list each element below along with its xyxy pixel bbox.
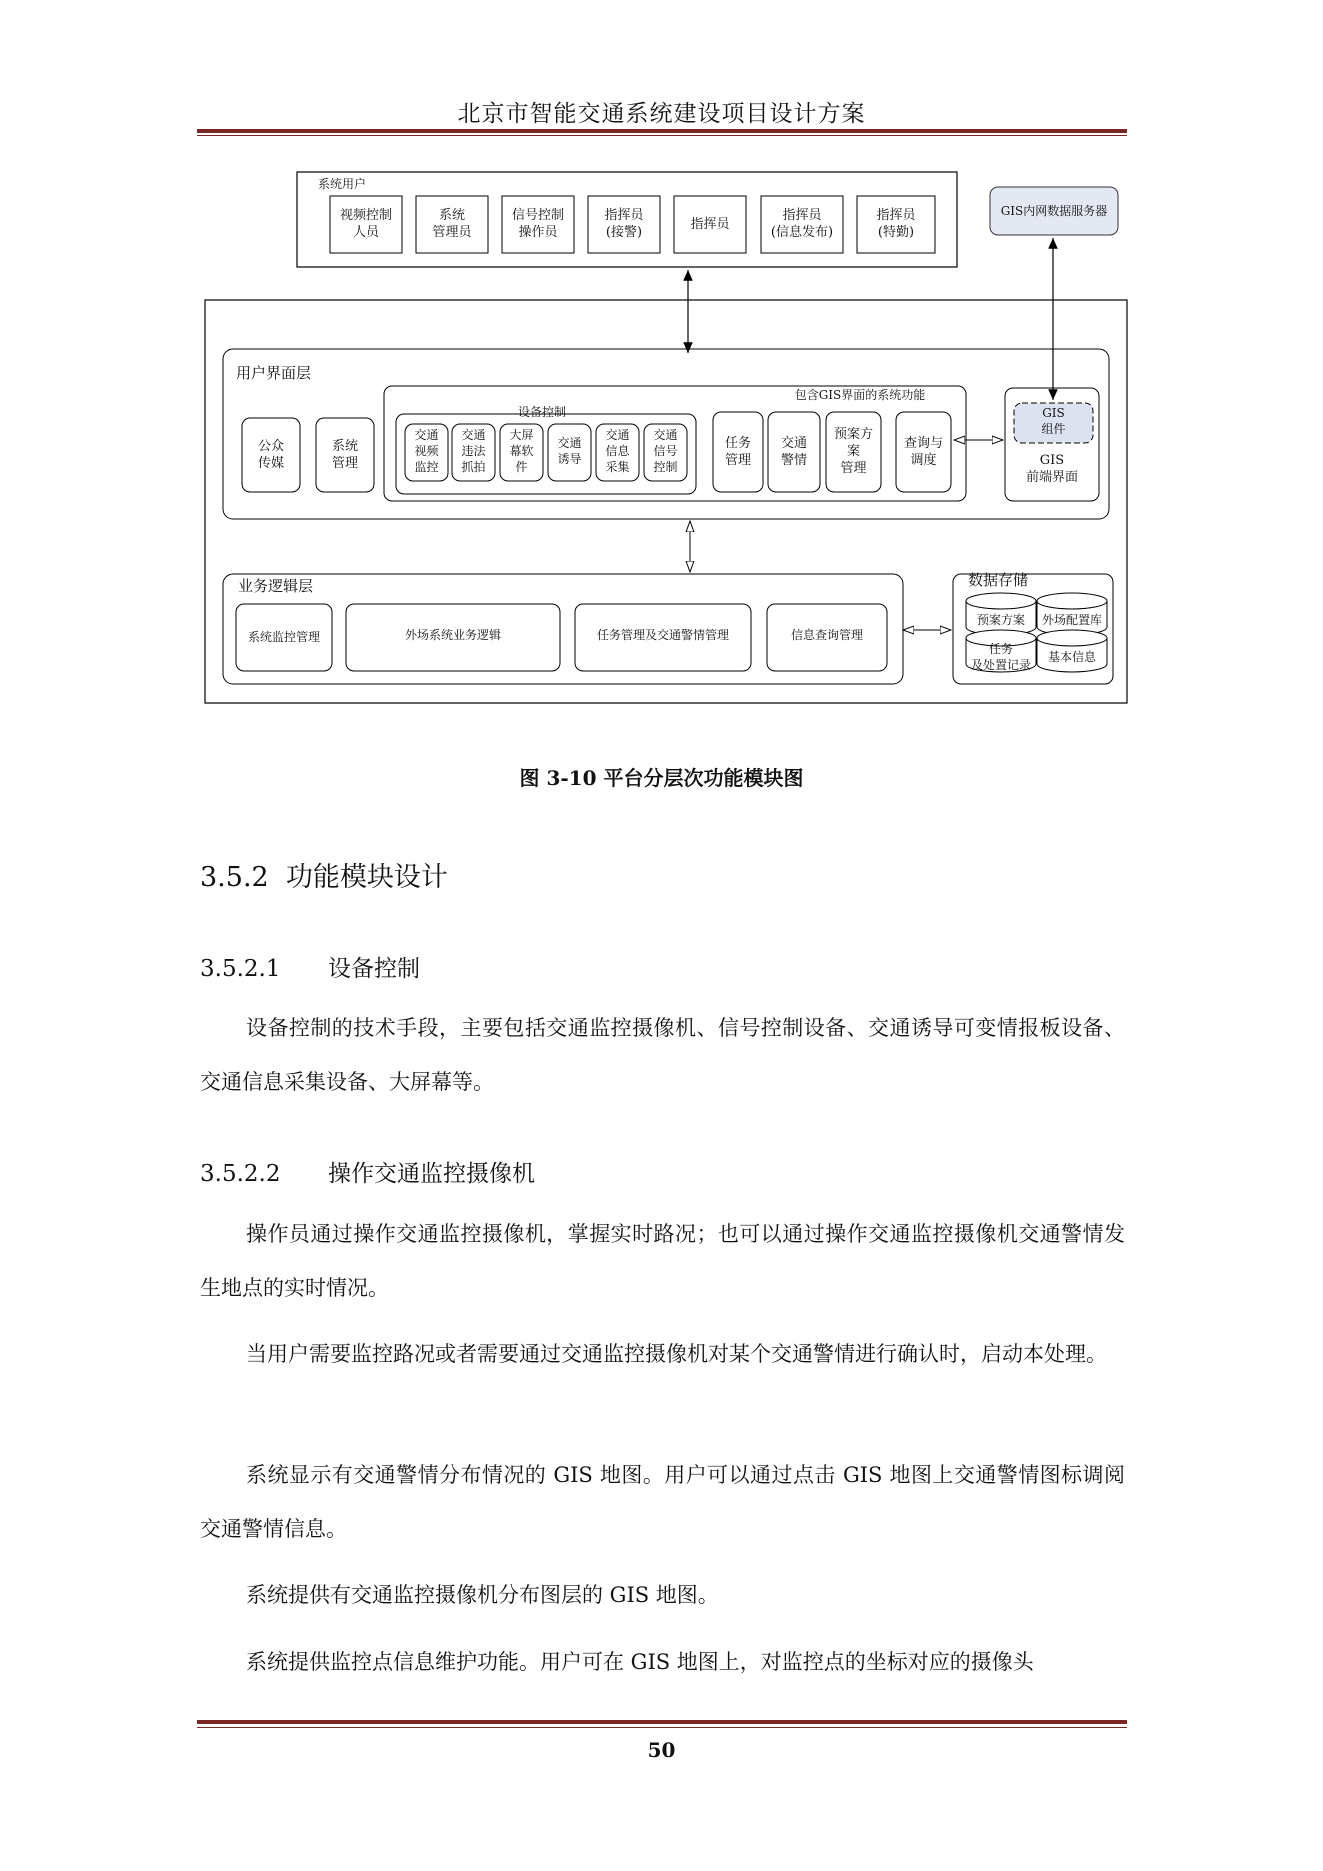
device-control-label: 设备控制 [517, 405, 566, 419]
running-header: 北京市智能交通系统建设项目设计方案 [457, 101, 866, 127]
role-commander-publish: 指挥员 (信息发布) [770, 208, 834, 240]
device-big-screen: 大屏 幕软 件 [509, 428, 534, 474]
gis-component: GIS 组件 [1041, 406, 1066, 436]
device-info-collect: 交通 信息 采集 [605, 428, 630, 474]
paragraph: 系统显示有交通警情分布情况的 GIS 地图。用户可以通过点击 GIS 地图上交通警情图标调阅交通警情信息。 [200, 1463, 1125, 1541]
module-task-mgmt: 任务 管理 [724, 436, 751, 468]
device-guidance: 交通 诱导 [557, 436, 582, 466]
section-heading [200, 855, 448, 894]
db-field-config: 外场配置库 [1041, 613, 1102, 627]
device-violation-capture: 交通 违法 抓拍 [461, 428, 486, 474]
section-title: 功能模块设计 [285, 862, 448, 893]
figure-caption: 图 3-10 平台分层次功能模块图 [519, 766, 804, 790]
subsection-number: 3.5.2.2 [200, 1161, 281, 1187]
db-task-records: 任务 及处置记录 [970, 642, 1031, 672]
logic-sys-monitor: 系统监控管理 [247, 630, 320, 644]
footer-rule-thin [197, 1727, 1127, 1728]
module-query-dispatch: 查询与 调度 [903, 436, 943, 468]
paragraph: 系统提供有交通监控摄像机分布图层的 GIS 地图。 [246, 1583, 719, 1607]
paragraph: 设备控制的技术手段，主要包括交通监控摄像机、信号控制设备、交通诱导可变情报板设备、交通信息采集设备、大屏幕等。 [200, 1016, 1125, 1094]
ui-layer-label: 用户界面层 [236, 364, 312, 382]
subsection-number: 3.5.2.1 [200, 956, 281, 982]
logic-info-query: 信息查询管理 [790, 628, 863, 642]
logic-task-alarm: 任务管理及交通警情管理 [596, 628, 729, 642]
section-number: 3.5.2 [200, 862, 269, 893]
device-video-monitor: 交通 视频 监控 [414, 428, 439, 474]
role-video-control: 视频控制 人员 [339, 208, 392, 240]
logic-field-business: 外场系统业务逻辑 [404, 628, 501, 642]
paragraph: 当用户需要监控路况或者需要通过交通监控摄像机对某个交通警情进行确认时，启动本处理。 [246, 1342, 1107, 1366]
architecture-diagram [0, 0, 1323, 720]
gis-frontend: GIS 前端界面 [1025, 453, 1078, 485]
page-number: 50 [647, 1738, 676, 1762]
role-signal-operator: 信号控制 操作员 [511, 208, 564, 240]
subsection-title: 操作交通监控摄像机 [328, 1161, 535, 1187]
public-media-box: 公众 传媒 [257, 439, 284, 471]
device-signal-control: 交通 信号 控制 [653, 428, 678, 474]
role-commander-special: 指挥员 (特勤) [876, 208, 916, 240]
module-plan-mgmt: 预案方 案 管理 [833, 427, 873, 476]
gis-functions-label: 包含GIS界面的系统功能 [794, 388, 926, 402]
role-commander-alarm: 指挥员 (接警) [604, 208, 644, 240]
db-basic-info: 基本信息 [1047, 650, 1096, 664]
subsection-title: 设备控制 [328, 956, 420, 982]
data-storage-label: 数据存储 [968, 571, 1029, 589]
diagram-lines [0, 0, 1323, 720]
logic-layer-label: 业务逻辑层 [238, 577, 314, 595]
subsection-heading-1 [200, 950, 420, 983]
role-sys-admin: 系统 管理员 [432, 208, 472, 240]
paragraph: 操作员通过操作交通监控摄像机，掌握实时路况；也可以通过操作交通监控摄像机交通警情发生地点的实时情况。 [200, 1222, 1125, 1300]
sys-mgmt-box: 系统 管理 [331, 439, 358, 471]
role-commander: 指挥员 [690, 217, 730, 232]
gis-server-label: GIS内网数据服务器 [1000, 204, 1108, 218]
module-traffic-alarm: 交通 警情 [780, 436, 807, 468]
db-plan: 预案方案 [976, 613, 1025, 627]
system-users-label: 系统用户 [318, 177, 367, 191]
subsection-heading-2 [200, 1155, 535, 1188]
paragraph: 系统提供监控点信息维护功能。用户可在 GIS 地图上，对监控点的坐标对应的摄像头 [246, 1650, 1034, 1674]
footer-rule [197, 1720, 1127, 1724]
